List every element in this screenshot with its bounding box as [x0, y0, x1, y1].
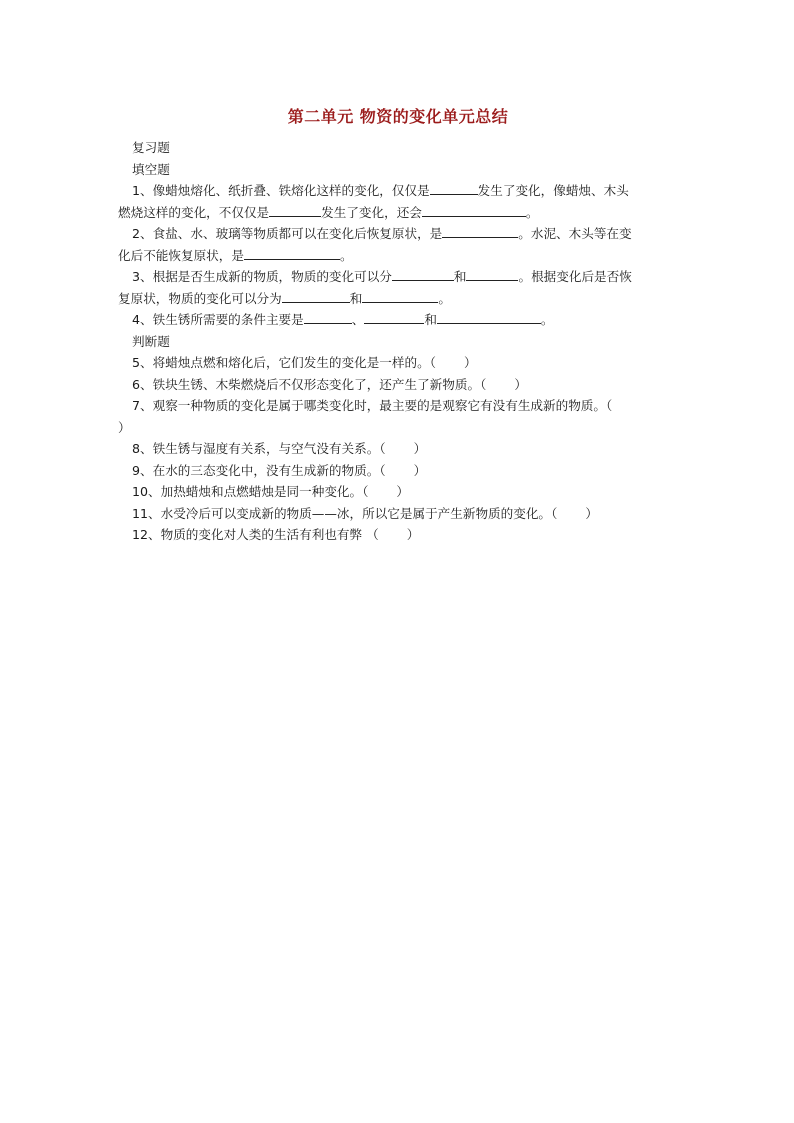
text: 6、铁块生锈、木柴燃烧后不仅形态变化了，还产生了新物质。（: [132, 376, 487, 392]
answer-blank[interactable]: [269, 203, 321, 217]
text: ）: [396, 484, 410, 499]
section-review: 复习题: [132, 140, 170, 155]
page-title: 第二单元 物资的变化单元总结: [287, 107, 509, 126]
judge-question-12: [118, 524, 678, 546]
answer-blank[interactable]: [437, 310, 541, 324]
fill-question-1-line-1: [118, 180, 678, 202]
text: 燃烧这样的变化，不仅仅是: [118, 204, 270, 220]
text: 7、观察一种物质的变化是属于哪类变化时，最主要的是观察它有没有生成新的物质。（: [132, 398, 613, 413]
fill-question-3-line-2: [118, 288, 678, 310]
judge-question-9: [118, 460, 678, 482]
text: 11、水受冷后可以变成新的物质——冰，所以它是属于产生新物质的变化。（: [132, 505, 558, 521]
text: 。根据变化后是否恢: [518, 269, 632, 284]
text: 5、将蜡烛点燃和熔化后，它们发生的变化是一样的。（: [132, 355, 436, 370]
fill-question-2-line-1: [118, 223, 678, 245]
section-fill: 填空题: [132, 161, 170, 177]
text: ）: [585, 505, 598, 521]
text: 。: [339, 247, 353, 263]
answer-blank[interactable]: [304, 310, 352, 324]
fill-question-1-line-2: [118, 202, 678, 224]
text: 2、食盐、水、玻璃等物质都可以在变化后恢复原状，是: [132, 226, 443, 241]
text: ）: [463, 355, 477, 370]
text: ）: [406, 527, 420, 542]
text: 9、在水的三态变化中，没有生成新的物质。（: [132, 462, 386, 478]
text: ）: [514, 376, 527, 392]
text: 8、铁生锈与湿度有关系，与空气没有关系。（: [132, 441, 386, 456]
text: 。水泥、木头等在变: [518, 226, 632, 241]
judge-question-7-line-2: [118, 417, 678, 439]
text: 化后不能恢复原状，是: [118, 247, 244, 263]
answer-blank[interactable]: [362, 289, 438, 303]
answer-blank[interactable]: [430, 181, 478, 195]
text: 发生了变化，像蜡烛、木头: [477, 183, 629, 198]
text: 4、铁生锈所需要的条件主要是: [132, 312, 304, 327]
section-judge: 判断题: [132, 333, 170, 349]
judge-question-5: [118, 352, 678, 374]
judge-question-7-line-1: [118, 395, 678, 417]
text: 。: [525, 204, 539, 220]
judge-question-6: [118, 374, 678, 396]
text: 、: [351, 312, 365, 327]
worksheet: [118, 104, 678, 546]
fill-question-2-line-2: [118, 245, 678, 267]
text: 。: [438, 290, 451, 306]
answer-blank[interactable]: [244, 246, 340, 260]
answer-blank[interactable]: [282, 289, 350, 303]
answer-blank[interactable]: [422, 203, 526, 217]
answer-blank[interactable]: [466, 267, 518, 281]
answer-blank[interactable]: [364, 310, 424, 324]
judge-question-8: [118, 438, 678, 460]
text: 和: [424, 312, 437, 327]
text: 发生了变化，还会: [321, 204, 422, 220]
text: 和: [349, 290, 363, 306]
text: 复原状，物质的变化可以分为: [118, 290, 282, 306]
answer-blank[interactable]: [442, 224, 518, 238]
text: 3、根据是否生成新的物质，物质的变化可以分: [132, 269, 392, 284]
fill-question-3-line-1: [118, 266, 678, 288]
text: 和: [453, 269, 467, 284]
fill-question-4: [118, 309, 678, 331]
text: ）: [413, 441, 427, 456]
text: ）: [413, 462, 427, 478]
text: 。: [540, 312, 554, 327]
text: ）: [118, 419, 131, 435]
judge-question-10: [118, 481, 678, 503]
answer-blank[interactable]: [392, 267, 454, 281]
text: 1、像蜡烛熔化、纸折叠、铁熔化这样的变化，仅仅是: [132, 183, 430, 198]
text: 12、物质的变化对人类的生活有利也有弊 （: [132, 527, 379, 542]
judge-question-11: [118, 503, 678, 525]
text: 10、加热蜡烛和点燃蜡烛是同一种变化。（: [132, 484, 369, 499]
